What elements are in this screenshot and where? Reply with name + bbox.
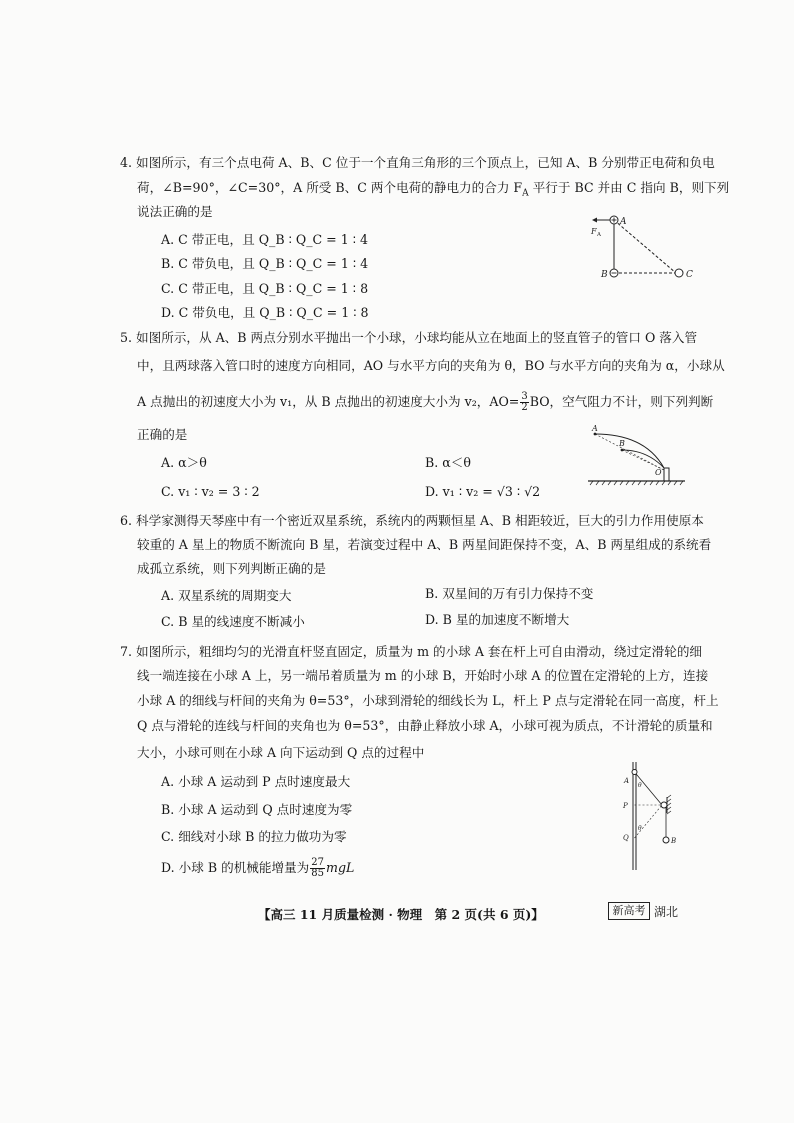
- q4-line-2-tail: 平行于 BC 并由 C 指向 B，则下列: [528, 180, 730, 195]
- q6-line-3: 成孤立系统，则下列判断正确的是: [137, 561, 326, 576]
- q7-label-theta-2: θ: [638, 825, 642, 832]
- q5-line-2: 中，且两球落入管口时的速度方向相同，AO 与水平方向的夹角为 θ，BO 与水平方向的夹角为 α，小球从: [137, 358, 725, 373]
- q6-option-d: D. B 星的加速度不断增大: [425, 612, 570, 627]
- q4-edge-ac: [614, 220, 676, 273]
- q7-line-5: 大小，小球可则在小球 A 向下运动到 Q 点的过程中: [137, 745, 425, 760]
- q5-line-4: 正确的是: [137, 427, 188, 442]
- q7-frac-num: 27: [311, 857, 324, 868]
- q7-label-a: A: [624, 777, 630, 785]
- q7-label-b: B: [671, 837, 677, 845]
- q4-label-c: C: [686, 270, 693, 280]
- q5-frac-den: 2: [521, 402, 528, 413]
- q7-line-1: 7. 如图所示，粗细均匀的光滑直杆竖直固定，质量为 m 的小球 A 套在杆上可自由滑动，绕过定滑轮的细: [120, 644, 703, 659]
- q5-trajectory-a: [595, 434, 664, 468]
- q5-fraction: [520, 392, 528, 413]
- q4-label-b: B: [601, 270, 608, 280]
- q4-line-2-text: 荷，∠B=90°，∠C=30°，A 所受 B、C 两个电荷的静电力的合力 F: [137, 180, 523, 195]
- q7-option-a: A. 小球 A 运动到 P 点时速度最大: [161, 774, 351, 789]
- q5-line-3-a: A 点抛出的初速度大小为 v₁，从 B 点抛出的初速度大小为 v₂，AO=: [137, 394, 520, 409]
- q5-option-b: B. α＜θ: [425, 455, 471, 470]
- q7-label-theta-1: θ: [638, 782, 642, 789]
- q6-line-2: 较重的 A 星上的物质不断流向 B 星，若演变过程中 A、B 两星间距保持不变，A、B 两星组成的系统看: [137, 537, 712, 552]
- q5-line-bo: [622, 450, 664, 470]
- q5-line-1: 5. 如图所示，从 A、B 两点分别水平抛出一个小球，小球均能从立在地面上的竖直管子的管口 O 落入管: [120, 330, 698, 345]
- q4-label-f-sub: A: [597, 232, 601, 238]
- q5-pipe: [664, 468, 669, 481]
- brand-badge: 新高考: [608, 902, 650, 920]
- q7-pulley-diagram: [612, 760, 687, 872]
- q4-label-a: A: [620, 217, 627, 227]
- q4-line-1: 4. 如图所示，有三个点电荷 A、B、C 位于一个直角三角形的三个顶点上，已知 A、B 分别带正电荷和负电: [120, 155, 715, 170]
- q7-ball-b: [663, 837, 669, 843]
- q7-line-3: 小球 A 的细线与杆间的夹角为 θ=53°，小球到滑轮的细线长为 L，杆上 P 点与定滑轮在同一高度，杆上: [137, 693, 719, 708]
- q7-option-d: [161, 858, 354, 879]
- q4-force-arrow-head: [592, 218, 597, 223]
- q5-label-o: O: [655, 468, 662, 477]
- q7-option-d-b: mgL: [326, 860, 355, 875]
- q4-option-b: B. C 带负电，且 Q_B ∶ Q_C = 1 ∶ 4: [161, 256, 369, 271]
- q5-line-3: [137, 392, 713, 413]
- q7-option-c: C. 细线对小球 B 的拉力做功为零: [161, 829, 347, 844]
- q5-point-a: [594, 433, 597, 436]
- q4-option-d: D. C 带负电，且 Q_B ∶ Q_C = 1 ∶ 8: [161, 305, 369, 320]
- page-footer: 【高三 11 月质量检测 · 物理 第 2 页(共 6 页)】: [258, 907, 544, 922]
- q5-frac-num: 3: [521, 391, 528, 402]
- q4-line-2-sub: A: [522, 188, 529, 199]
- q6-line-1: 6. 科学家测得天琴座中有一个密近双星系统，系统内的两颗恒星 A、B 相距较近，巨大的引力作用使原本: [120, 513, 704, 528]
- q7-line-q: [635, 805, 663, 838]
- q7-frac-den: 85: [311, 868, 324, 879]
- q7-fraction: [310, 858, 325, 879]
- q5-ground-hatch: [590, 481, 683, 485]
- q4-option-c: C. C 带正电，且 Q_B ∶ Q_C = 1 ∶ 8: [161, 281, 369, 296]
- q5-option-d: D. v₁ ∶ v₂ = √3 ∶ √2: [425, 484, 541, 499]
- q7-option-b: B. 小球 A 运动到 Q 点时速度为零: [161, 802, 353, 817]
- q7-ball-a: [632, 770, 637, 775]
- q7-line-4: Q 点与滑轮的连线与杆间的夹角也为 θ=53°，由静止释放小球 A，小球可视为质点，不计滑轮的质量和: [137, 718, 713, 733]
- q5-projectile-diagram: [585, 424, 690, 494]
- q5-label-b: B: [619, 439, 625, 448]
- q7-line-2: 线一端连接在小球 A 上，另一端吊着质量为 m 的小球 B，开始时小球 A 的位置在定滑轮的上方，连接: [137, 668, 709, 683]
- q5-label-a: A: [592, 424, 598, 433]
- q6-option-c: C. B 星的线速度不断减小: [161, 614, 305, 629]
- q4-label-f: F: [591, 227, 597, 236]
- q4-line-2: [137, 180, 729, 202]
- q4-line-3: 说法正确的是: [137, 204, 213, 219]
- q4-triangle-diagram: [588, 212, 698, 290]
- q4-charge-c: [675, 269, 683, 277]
- q7-wall-hatch: [667, 795, 671, 814]
- q5-line-3-b: BO，空气阻力不计，则下列判断: [529, 394, 714, 409]
- q4-option-a: A. C 带正电，且 Q_B ∶ Q_C = 1 ∶ 4: [161, 232, 368, 247]
- region-label: 湖北: [654, 905, 679, 919]
- q6-option-a: A. 双星系统的周期变大: [161, 588, 292, 603]
- q5-option-c: C. v₁ ∶ v₂ = 3 ∶ 2: [161, 484, 260, 499]
- q7-label-q: Q: [623, 834, 629, 842]
- q6-option-b: B. 双星间的万有引力保持不变: [425, 586, 594, 601]
- q5-option-a: A. α＞θ: [161, 455, 207, 470]
- q7-label-p: P: [623, 802, 628, 810]
- q5-point-b: [621, 449, 624, 452]
- q7-option-d-a: D. 小球 B 的机械能增量为: [161, 860, 310, 875]
